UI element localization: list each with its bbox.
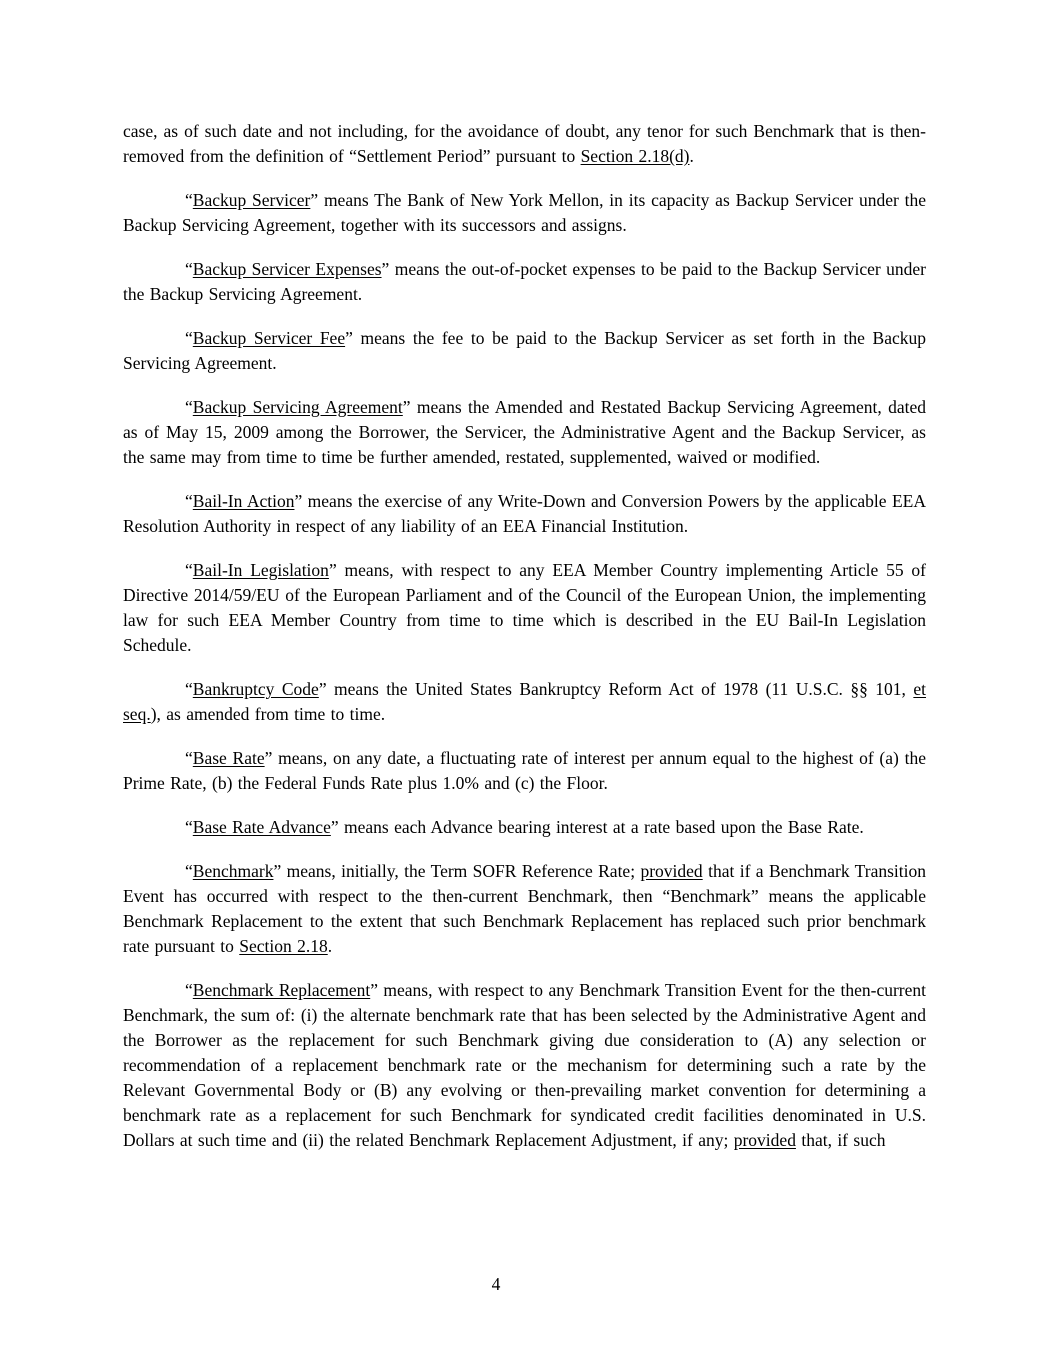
text-run: “	[185, 560, 193, 580]
text-run: ” means each Advance bearing interest at a rate based upon the Base Rate.	[330, 817, 864, 837]
paragraph	[123, 558, 926, 658]
underlined-text-run: Benchmark Replacement	[192, 980, 371, 1000]
underlined-text-run: Bail-In Action	[192, 491, 295, 511]
underlined-text-run: Backup Servicing Agreement	[192, 397, 403, 417]
paragraph	[123, 257, 926, 307]
text-run: “	[185, 861, 193, 881]
text-run: ), as amended from time to time.	[150, 704, 386, 724]
text-run: “	[185, 328, 193, 348]
underlined-text-run: Backup Servicer	[192, 190, 311, 210]
text-run: that, if such	[795, 1130, 886, 1150]
text-run: ” means, on any date, a fluctuating rate of interest per annum equal to the highest of (a) the Prime Rate, (b) the Federal Funds Rate plus 1.0% and (c) the Floor.	[123, 748, 926, 793]
text-run: ” means the out-of-pocket expenses to be paid to the Backup Servicer under the Backup Servicing Agreement.	[123, 259, 926, 304]
underlined-text-run: et	[913, 679, 926, 699]
underlined-text-run: Benchmark	[192, 861, 274, 881]
text-run: ” means the Amended and Restated Backup Servicing Agreement, dated as of May 15, 2009 among the Borrower, the Servicer, the Administrative Agent and the Backup Servicer, as the same may from time to time be further amended, restated, supplemented, waived or modified.	[123, 397, 926, 467]
text-run: “	[185, 397, 193, 417]
underlined-text-run: Bail-In Legislation	[192, 560, 329, 580]
text-run: that if a Benchmark Transition Event has occurred with respect to the then-current Benchmark, then “Benchmark” means the applicable Benchmark Replacement to the extent that such Benchmark Replacement has replaced such prior benchmark rate pursuant to	[123, 861, 926, 956]
text-run: “	[185, 491, 193, 511]
text-run: “	[185, 190, 193, 210]
page-number: 4	[491, 1274, 501, 1294]
underlined-text-run: Bankruptcy Code	[192, 679, 319, 699]
text-run: ” means, with respect to any Benchmark Transition Event for the then-current Benchmark, the sum of: (i) the alternate benchmark rate that has been selected by the Administrative Agent and the Borrower as the replacement for such Benchmark giving due consideration to (A) any selection or recommendation of a replacement benchmark rate or the mechanism for determining such a rate by the Relevant Governmental Body or (B) any evolving or then-prevailing market convention for determining a benchmark rate as a replacement for such Benchmark for syndicated credit facilities denominated in U.S. Dollars at such time and (ii) the related Benchmark Replacement Adjustment, if any;	[123, 980, 927, 1150]
paragraph	[123, 677, 926, 727]
page-footer	[0, 1272, 992, 1297]
document-body	[123, 119, 926, 1172]
paragraph	[123, 859, 926, 959]
paragraph	[123, 815, 926, 840]
text-run: “	[185, 259, 193, 279]
underlined-text-run: Backup Servicer Fee	[192, 328, 346, 348]
underlined-text-run: provided	[733, 1130, 796, 1150]
underlined-text-run: seq.	[123, 704, 151, 724]
paragraph	[123, 188, 926, 238]
paragraph	[123, 489, 926, 539]
text-run: ” means the fee to be paid to the Backup Servicer as set forth in the Backup Servicing Agreement.	[123, 328, 926, 373]
text-run: ” means The Bank of New York Mellon, in its capacity as Backup Servicer under the Backup Servicing Agreement, together with its successors and assigns.	[123, 190, 926, 235]
underlined-text-run: Backup Servicer Expenses	[192, 259, 382, 279]
text-run: .	[689, 146, 694, 166]
underlined-text-run: Section 2.18(d)	[580, 146, 690, 166]
paragraph	[123, 395, 926, 470]
paragraph	[123, 326, 926, 376]
text-run: ” means the exercise of any Write-Down and Conversion Powers by the applicable EEA Resolution Authority in respect of any liability of an EEA Financial Institution.	[123, 491, 926, 536]
underlined-text-run: Base Rate Advance	[192, 817, 331, 837]
text-run: “	[185, 679, 193, 699]
text-run: “	[185, 817, 193, 837]
underlined-text-run: Base Rate	[192, 748, 265, 768]
paragraph	[123, 978, 926, 1153]
text-run: “	[185, 748, 193, 768]
underlined-text-run: Section 2.18	[239, 936, 328, 956]
text-run: ” means the United States Bankruptcy Reform Act of 1978 (11 U.S.C. §§ 101,	[318, 679, 914, 699]
paragraph	[123, 746, 926, 796]
underlined-text-run: provided	[640, 861, 703, 881]
text-run: “	[185, 980, 193, 1000]
paragraph	[123, 119, 926, 169]
text-run: ” means, with respect to any EEA Member Country implementing Article 55 of Directive 2014/59/EU of the European Parliament and of the Council of the European Union, the implementing law for such EEA Member Country from time to time which is described in the EU Bail-In Legislation Schedule.	[123, 560, 927, 655]
text-run: case, as of such date and not including, for the avoidance of doubt, any tenor for such Benchmark that is then-removed from the definition of “Settlement Period” pursuant to	[123, 121, 926, 166]
text-run: .	[327, 936, 333, 956]
text-run: ” means, initially, the Term SOFR Reference Rate;	[273, 861, 641, 881]
